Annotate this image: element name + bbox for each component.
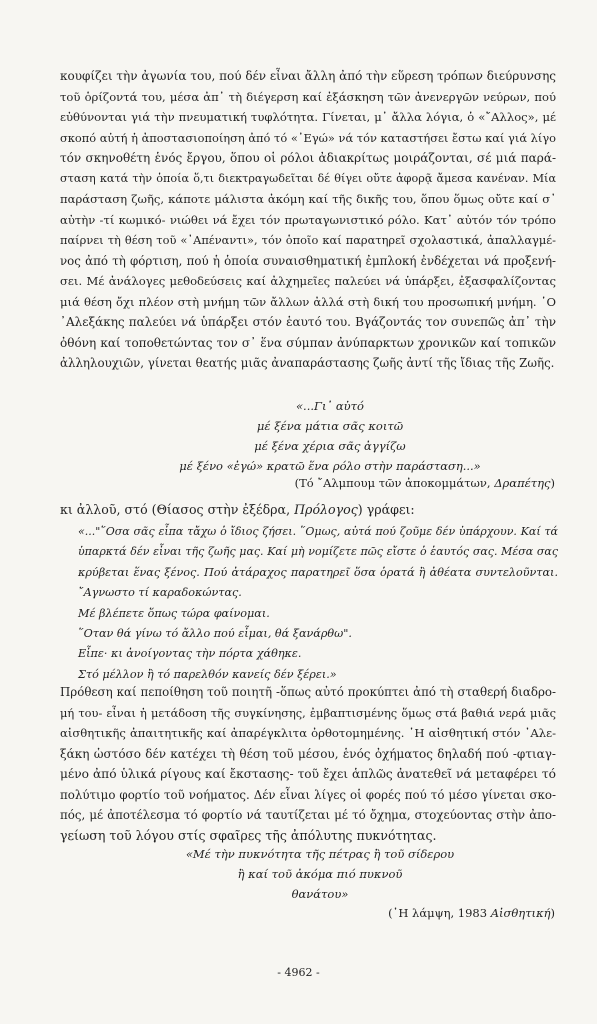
text-line: εὐθύνονται γιά τὴν πνευματική τυφλότητα. Γίνεται, μ᾽ ἄλλα λόγια, ὁ «῎Αλλος», μέ (60, 110, 556, 124)
quote-line: ῞Οταν θά γίνω τό ἄλλο πού εἶμαι, θά ξανάρθω". (78, 627, 352, 641)
text-line: αἰσθητικῆς ἀπαιτητικῆς καί ἀπαρέγκλιτα ὀρθοτομημένης. ῾Η αἰσθητική στόν ᾽Αλε- (60, 726, 556, 740)
paragraph-1 (60, 66, 556, 374)
text-line: ὀθόνη καί τοποθετώντας τον σ᾽ ἕνα σύμπαν ἀνύπαρκτων χρονικῶν καί τοπικῶν (60, 335, 556, 350)
intro-text: κι ἀλλοῦ, στό (Θίασος στὴν ἐξέδρα, (60, 502, 295, 517)
poem-line: ἢ καί τοῦ ἀκόμα πιό πυκνοῦ (237, 867, 403, 881)
intro-work: Πρόλογος (294, 502, 358, 517)
text-line: κουφίζει τὴν ἀγωνία του, πού δέν εἶναι ἄλλη ἀπό τὴν εὕρεση τρόπων διεύρυνσης (60, 69, 556, 83)
poem-excerpt-1 (150, 396, 510, 476)
citation-work: Αἰσθητική (490, 906, 551, 920)
poem-line: θανάτου» (291, 887, 349, 901)
citation-work: Δραπέτης (494, 476, 551, 490)
citation-suffix: ) (550, 476, 555, 490)
poem-line: μέ ξένο «ἐγώ» κρατῶ ἕνα ρόλο στὴν παράσταση...» (179, 459, 481, 473)
text-line: γείωση τοῦ λόγου στίς σφαῖρες τῆς ἀπόλυτης πυκνότητας. (60, 827, 437, 843)
text-line: μένο ἀπό ὑλικά ρίγους καί ἔκστασης- τοῦ ἔχει ἁπλῶς ἀνατεθεῖ νά μεταφέρει τό (60, 767, 556, 781)
quote-line: ῎Αγνωστο τί καραδοκώντας. (78, 586, 242, 600)
text-line: ἀλληλουχιῶν, γίνεται θεατής μιᾶς ἀναπαράστασης ζωῆς ἀντί τῆς ἴδιας τῆς Ζωῆς. (60, 356, 555, 370)
text-line: ᾽Αλεξάκης παλεύει νά ὑπάρξει στόν ἑαυτό του. Βγάζοντάς τον συνεπῶς ἀπ᾽ τὴν (60, 315, 556, 329)
text-line: μιά θέση ὄχι πλέον στὴ μνήμη τῶν ἄλλων ἀλλά στὴ δική του προσωπική μνήμη. ῾Ο (60, 294, 556, 309)
quote-line: Εἶπε· κι ἀνοίγοντας τὴν πόρτα χάθηκε. (78, 647, 302, 661)
text-line: τοῦ ὁρίζοντά του, μέσα ἀπ᾽ τὴ διέγερση καί ἐξάσκηση τῶν ἀνενεργῶν νεύρων, πού (60, 89, 556, 104)
text-line: τόν σκηνοθέτη ἑνός ἔργου, ὅπου οἱ ρόλοι ἀδιακρίτως μοιράζονται, σέ μιά παρά- (60, 151, 556, 165)
quote-line: «..."῞Οσα σᾶς εἶπα τἄχω ὁ ἴδιος ζήσει. ῞Ομως, αὐτά πού ζοῦμε δέν ὑπάρχουν. Καί τά (78, 525, 558, 538)
text-line: σταση κατά τὴν ὁποία ὅ,τι διεκτραγωδεῖται δέ θίγει οὔτε ἀφορᾷ ἄμεσα κανέναν. Μία (60, 171, 556, 185)
text-line: παράσταση ζωῆς, κάποτε μάλιστα ἀκόμη καί τῆς δικῆς του, ὅπου ὅμως οὔτε καί σ᾽ (60, 192, 556, 206)
citation-2 (388, 906, 555, 920)
paragraph-2 (60, 682, 556, 846)
text-line: σκοπό αὐτή ἡ ἀποστασιοποίηση ἀπό τό «᾽Εγώ» νά τόν καταστήσει ἔστω καί γιά λίγο (60, 130, 556, 145)
poem-line: μέ ξένα χέρια σᾶς ἀγγίζω (254, 439, 406, 453)
text-line: Πρόθεση καί πεποίθηση τοῦ ποιητῆ -ὅπως αὐτό προκύπτει ἀπό τὴ σταθερή διαδρο- (60, 685, 556, 699)
quote-line: κρύβεται ἕνας ξένος. Πού ἀτάραχος παρατηρεῖ ὅσα ὁρατά ἢ ἀθέατα συντελοῦνται. (78, 565, 558, 579)
poem-line: «Μέ τὴν πυκνότητα τῆς πέτρας ἢ τοῦ σίδερου (185, 847, 455, 861)
poem-line: «...Γι᾽ αὐτό (296, 399, 364, 413)
quote-intro (60, 502, 415, 517)
quote-line: Στό μέλλον ἢ τό παρελθόν κανείς δέν ξέρει.» (78, 667, 337, 681)
text-line: σει. Μέ ἀνάλογες μεθοδεύσεις καί ἀλχημεῖες παλεύει νά ὑπάρξει, ἐξασφαλίζοντας (60, 274, 556, 288)
text-line: παίρνει τὴ θέση τοῦ «᾽Απέναντι», τόν ὁποῖο καί παρατηρεῖ σχολαστικά, ἀπαλλαγμέ- (60, 233, 556, 247)
text-line: μή του- εἶναι ἡ μετάδοση τῆς συγκίνησης, ἐμβαπτισμένης ὅμως στά βαθιά νερά μιᾶς (60, 705, 556, 720)
text-line: νος ἀπό τὴ φόρτιση, πού ἡ ὁποία συναισθηματική ἐμπλοκή ἐνδέχεται νά προξενή- (60, 253, 556, 268)
poem-excerpt-2 (170, 844, 470, 904)
quote-line: Μέ βλέπετε ὅπως τώρα φαίνομαι. (78, 606, 270, 620)
text-line: ξάκη ὡστόσο δέν κατέχει τὴ θέση τοῦ μέσου, ἑνός ὀχήματος δηλαδή πού -φτιαγ- (60, 746, 556, 761)
citation-1 (295, 476, 555, 490)
text-line: πός, μέ ἀποτέλεσμα τό φορτίο νά ταυτίζεται μέ τό ὄχημα, στοχεύοντας στὴν ἀπο- (60, 808, 556, 822)
page-number: - 4962 - (277, 966, 320, 979)
citation-prefix: (Τό ῎Αλμπουμ τῶν ἀποκομμάτων, (294, 476, 495, 490)
citation-suffix: ) (550, 906, 555, 920)
text-line: αὐτὴν -τί κωμικό- νιώθει νά ἔχει τόν πρωταγωνιστικό ρόλο. Κατ᾽ αὐτόν τόν τρόπο (60, 212, 556, 227)
quote-line: ὑπαρκτά δέν εἶναι τῆς ζωῆς μας. Καί μὴ νομίζετε πῶς εἴστε ὁ ἑαυτός σας. Μέσα σας (78, 545, 558, 559)
text-line: πολύτιμο φορτίο τοῦ νοήματος. Δέν εἶναι λίγες οἱ φορές πού τό μέσο γίνεται σκο- (60, 787, 556, 802)
poem-line: μέ ξένα μάτια σᾶς κοιτῶ (256, 419, 404, 433)
intro-text-end: ) γράφει: (357, 502, 415, 517)
citation-prefix: (῾Η λάμψη, 1983 (388, 906, 491, 920)
block-quote (78, 522, 558, 685)
